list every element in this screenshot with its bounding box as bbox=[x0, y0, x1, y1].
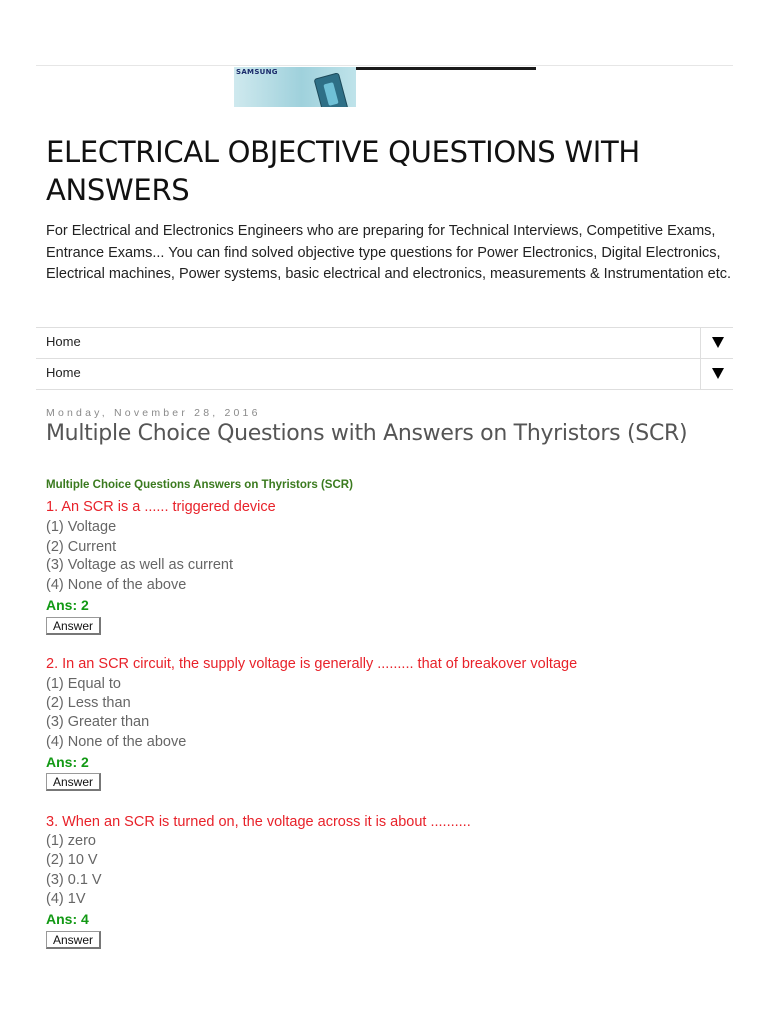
triangle-down-icon bbox=[712, 337, 724, 348]
ad-top-strip bbox=[356, 67, 536, 70]
option-text: (3) 0.1 V bbox=[46, 872, 102, 888]
option-text: (3) Voltage as well as current bbox=[46, 557, 233, 573]
ad-image[interactable] bbox=[234, 67, 356, 107]
nav-menu-1[interactable] bbox=[36, 327, 733, 359]
answer-text: Ans: 4 bbox=[46, 911, 89, 927]
option-text: (1) Equal to bbox=[46, 676, 121, 692]
blog-description: For Electrical and Electronics Engineers who are preparing for Technical Interviews, Competitive Exams, Entrance Exams... You can find solved objective type questions for Power Electronics, Digital Electronics, Electrical machines, Power systems, basic electrical and electronics, measurements & Instrumentation etc. bbox=[46, 223, 731, 282]
option-text: (4) 1V bbox=[46, 891, 86, 907]
question-text: 1. An SCR is a ...... triggered device bbox=[46, 499, 276, 515]
nav-menu-2[interactable] bbox=[36, 358, 733, 390]
option-text: (2) 10 V bbox=[46, 852, 98, 868]
answer-text: Ans: 2 bbox=[46, 754, 89, 770]
nav-dropdown-toggle[interactable] bbox=[700, 328, 733, 358]
option-text: (4) None of the above bbox=[46, 734, 187, 750]
option-text: (4) None of the above bbox=[46, 577, 187, 593]
answer-button[interactable]: Answer bbox=[46, 773, 101, 791]
post-subheading: Multiple Choice Questions Answers on Thyristors (SCR) bbox=[46, 479, 353, 491]
option-text: (1) Voltage bbox=[46, 519, 117, 535]
question-text: 3. When an SCR is turned on, the voltage across it is about .......... bbox=[46, 814, 471, 830]
option-text: (3) Greater than bbox=[46, 714, 150, 730]
option-text: (2) Less than bbox=[46, 695, 131, 711]
top-divider bbox=[36, 65, 733, 66]
answer-button[interactable]: Answer bbox=[46, 931, 101, 949]
blog-title[interactable]: ELECTRICAL OBJECTIVE QUESTIONS WITH ANSWERS bbox=[46, 135, 640, 207]
option-text: (2) Current bbox=[46, 539, 117, 555]
ad-banner[interactable] bbox=[234, 67, 536, 107]
post-title[interactable]: Multiple Choice Questions with Answers on Thyristors (SCR) bbox=[46, 421, 688, 446]
answer-text: Ans: 2 bbox=[46, 597, 89, 613]
ad-brand-label: SAMSUNG bbox=[236, 68, 278, 76]
nav-home-link[interactable]: Home bbox=[46, 334, 81, 349]
nav-home-link[interactable]: Home bbox=[46, 365, 81, 380]
nav-dropdown-toggle[interactable] bbox=[700, 359, 733, 389]
post-date: Monday, November 28, 2016 bbox=[46, 407, 261, 419]
triangle-down-icon bbox=[712, 368, 724, 379]
option-text: (1) zero bbox=[46, 833, 96, 849]
question-text: 2. In an SCR circuit, the supply voltage is generally ......... that of breakover voltage bbox=[46, 656, 578, 672]
answer-button[interactable]: Answer bbox=[46, 617, 101, 635]
